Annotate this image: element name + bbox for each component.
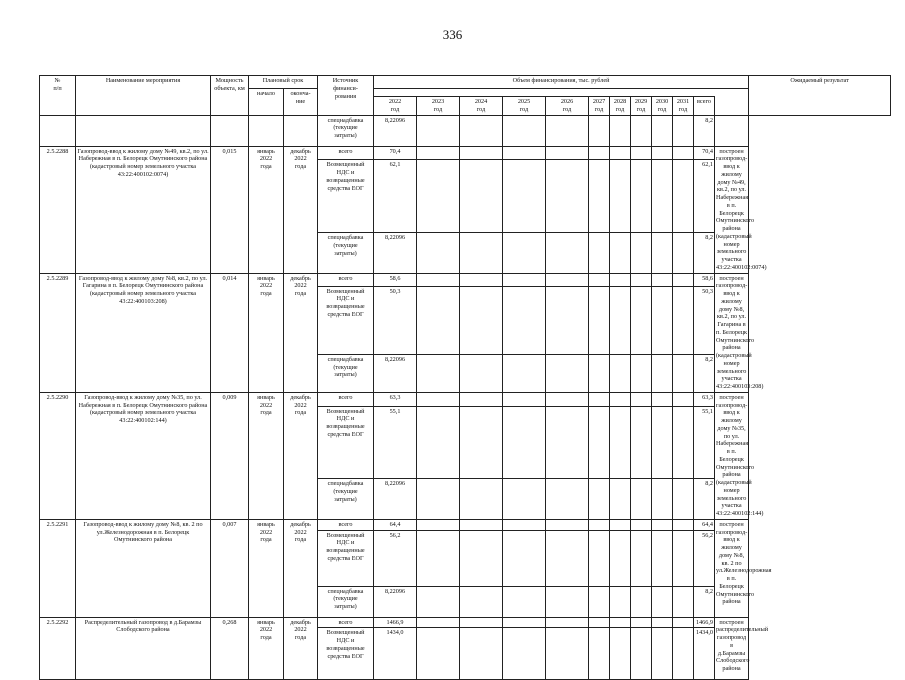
amount-total-cell: 58,6 [694,273,715,286]
amount-year-cell [546,354,589,392]
item-name: Газопровод-ввод к жилому дому №35, по ул. Набережная в п. Белорецк Омутнинского района (кадастровый номер земельного участка 43:22:400102:144) [76,392,211,519]
empty-cell [40,115,76,146]
amount-year-cell [417,586,460,617]
amount-year-cell [589,115,610,146]
header-source: Источник финанси- рования [318,76,374,116]
amount-year-cell [503,519,546,530]
amount-year-cell [417,479,460,519]
expected-result: построен газопровод-ввод к жилому дому №8, кв.2, по ул. Гагарина в п. Белорецк Омутнинского района (кадастровый номер земельного участка 43:22:400103:208) [715,273,749,392]
amount-year-cell [503,354,546,392]
amount-year-cell [460,233,503,273]
source-cell: Возмещенный НДС и возвращенные средства ЕОГ [318,628,374,680]
amount-year-cell [652,617,673,628]
amount-year-cell [652,286,673,354]
amount-year-cell [546,628,589,680]
amount-year-cell [631,519,652,530]
amount-total-cell: 63,3 [694,392,715,406]
amount-year-cell [503,146,546,160]
header-term: Плановый срок [249,76,318,89]
amount-year-cell [546,273,589,286]
header-year: 2027 год [589,97,610,116]
amount-year-cell [673,115,694,146]
amount-total-cell: 64,4 [694,519,715,530]
amount-year-cell [460,160,503,233]
term-end: декабрь 2022 года [284,392,318,519]
amount-year-cell [589,273,610,286]
amount-total-cell: 56,2 [694,530,715,586]
table-header [40,76,891,116]
amount-year-cell [417,115,460,146]
amount-year-cell [417,392,460,406]
header-volume-spacer [374,89,749,97]
table-row [40,617,891,628]
expected-result: построен газопровод-ввод к жилому дому №49, кв.2, по ул. Набережная в п. Белорецк Омутнинского района (кадастровый номер земельного участка 43:22:400102:0074) [715,146,749,273]
amount-year-cell [546,286,589,354]
amount-year-cell [673,628,694,680]
amount-year-cell [460,354,503,392]
amount-year-cell [589,530,610,586]
amount-year-cell [631,479,652,519]
amount-year-cell [589,286,610,354]
source-cell: спецнадбавка (текущие затраты) [318,354,374,392]
amount-year-cell [652,273,673,286]
amount-year-cell [673,286,694,354]
amount-year-cell [673,160,694,233]
amount-total-cell: 70,4 [694,146,715,160]
amount-year-cell [673,479,694,519]
source-cell: Возмещенный НДС и возвращенные средства ЕОГ [318,160,374,233]
amount-year-cell [589,146,610,160]
amount-year-cell [589,617,610,628]
term-start: январь 2022 года [249,519,284,617]
item-capacity: 0,009 [211,392,249,519]
amount-total-cell: 8,2 [694,233,715,273]
item-number: 2.5.2291 [40,519,76,617]
amount-year-cell [610,479,631,519]
term-end: декабрь 2022 года [284,273,318,392]
empty-cell [211,115,249,146]
source-cell: Возмещенный НДС и возвращенные средства ЕОГ [318,286,374,354]
amount-year-cell [546,160,589,233]
amount-year-cell [631,530,652,586]
amount-year-cell [417,286,460,354]
amount-year-cell [673,406,694,479]
amount-year-cell [589,160,610,233]
amount-year-cell [546,406,589,479]
amount-year-cell [503,286,546,354]
amount-year-cell [460,479,503,519]
amount-year-cell [652,479,673,519]
amount-year-cell [546,233,589,273]
amount-year-cell [652,586,673,617]
amount-year-cell [589,233,610,273]
amount-year-cell [503,115,546,146]
amount-year-cell [610,160,631,233]
header-term-end: оконча- ние [284,89,318,116]
term-end: декабрь 2022 года [284,617,318,680]
amount-year-cell [460,586,503,617]
amount-total-cell: 8,2 [694,115,715,146]
amount-year-cell [652,115,673,146]
amount-year-cell [610,354,631,392]
amount-year-cell [417,519,460,530]
source-cell: Возмещенный НДС и возвращенные средства ЕОГ [318,406,374,479]
amount-year-cell [460,273,503,286]
item-number: 2.5.2292 [40,617,76,680]
amount-year-cell [631,406,652,479]
amount-year-cell [610,586,631,617]
amount-2022-cell: 8,22096 [374,115,417,146]
amount-year-cell [610,530,631,586]
item-name: Распределительный газопровод в д.Барамзы Слободского района [76,617,211,680]
amount-year-cell [652,354,673,392]
header-volume: Объем финансирования, тыс. рублей [374,76,749,89]
amount-year-cell [610,392,631,406]
amount-year-cell [589,479,610,519]
header-year: 2031 год [673,97,694,116]
amount-year-cell [589,519,610,530]
amount-2022-cell: 55,1 [374,406,417,479]
amount-2022-cell: 8,22096 [374,479,417,519]
amount-year-cell [503,530,546,586]
empty-cell [249,115,284,146]
empty-cell [76,115,211,146]
amount-year-cell [631,273,652,286]
source-cell: всего [318,617,374,628]
amount-year-cell [417,273,460,286]
amount-year-cell [610,406,631,479]
amount-year-cell [610,519,631,530]
amount-year-cell [631,233,652,273]
header-year: 2030 год [652,97,673,116]
amount-year-cell [417,628,460,680]
amount-year-cell [503,479,546,519]
header-result: Ожидаемый результат [749,76,891,116]
amount-year-cell [652,233,673,273]
item-number: 2.5.2290 [40,392,76,519]
amount-total-cell: 55,1 [694,406,715,479]
amount-year-cell [631,146,652,160]
header-capacity: Мощность объекта, км [211,76,249,116]
amount-year-cell [610,115,631,146]
amount-year-cell [673,233,694,273]
amount-2022-cell: 62,1 [374,160,417,233]
header-year: 2029 год [631,97,652,116]
amount-year-cell [673,354,694,392]
amount-total-cell: 50,3 [694,286,715,354]
amount-year-cell [546,617,589,628]
term-end: декабрь 2022 года [284,519,318,617]
source-cell: всего [318,146,374,160]
expected-result: построен газопровод-ввод к жилому дому №35, по ул. Набережная в п. Белорецк Омутнинского района (кадастровый номер земельного участка 43:22:400102:144) [715,392,749,519]
amount-year-cell [589,392,610,406]
amount-2022-cell: 63,3 [374,392,417,406]
amount-2022-cell: 64,4 [374,519,417,530]
source-cell: всего [318,273,374,286]
amount-year-cell [631,617,652,628]
term-start: январь 2022 года [249,273,284,392]
amount-total-cell: 8,2 [694,479,715,519]
header-year: 2022 год [374,97,417,116]
amount-2022-cell: 50,3 [374,286,417,354]
amount-year-cell [417,354,460,392]
header-year: 2024 год [460,97,503,116]
amount-year-cell [610,146,631,160]
amount-year-cell [417,160,460,233]
header-year: 2028 год [610,97,631,116]
amount-total-cell: 8,2 [694,354,715,392]
source-cell: всего [318,392,374,406]
amount-2022-cell: 8,22096 [374,233,417,273]
amount-year-cell [417,617,460,628]
header-year: 2026 год [546,97,589,116]
amount-year-cell [460,146,503,160]
amount-total-cell: 1466,9 [694,617,715,628]
empty-cell [284,115,318,146]
item-name: Газопровод-ввод к жилому дому №49, кв.2, по ул. Набережная в п. Белорецк Омутнинского района (кадастровый номер земельного участка 43:22:400102:0074) [76,146,211,273]
amount-year-cell [460,286,503,354]
item-number: 2.5.2289 [40,273,76,392]
financing-table [39,75,891,680]
amount-year-cell [673,392,694,406]
amount-year-cell [589,354,610,392]
item-capacity: 0,007 [211,519,249,617]
item-name: Газопровод-ввод к жилому дому №8, кв. 2 по ул.Железнодорожная в п. Белорецк Омутнинского района [76,519,211,617]
item-capacity: 0,015 [211,146,249,273]
amount-year-cell [417,233,460,273]
expected-result: построен газопровод-ввод к жилому дому №8, кв. 2 по ул.Железнодорожная в п. Белорецк Омутнинского района [715,519,749,617]
page-number: 336 [442,27,463,42]
amount-year-cell [673,617,694,628]
source-cell: всего [318,519,374,530]
amount-total-cell: 8,2 [694,586,715,617]
amount-2022-cell: 58,6 [374,273,417,286]
amount-year-cell [503,273,546,286]
amount-total-cell: 1434,0 [694,628,715,680]
amount-2022-cell: 1466,9 [374,617,417,628]
amount-year-cell [673,273,694,286]
source-cell: спецнадбавка (текущие затраты) [318,479,374,519]
amount-year-cell [460,392,503,406]
amount-year-cell [652,530,673,586]
amount-year-cell [503,406,546,479]
amount-year-cell [610,233,631,273]
source-cell: спецнадбавка (текущие затраты) [318,233,374,273]
amount-year-cell [546,530,589,586]
source-cell: спецнадбавка (текущие затраты) [318,115,374,146]
result-cell [715,115,749,146]
table-body [40,115,891,680]
amount-year-cell [546,519,589,530]
amount-year-cell [673,146,694,160]
amount-year-cell [610,628,631,680]
amount-year-cell [503,160,546,233]
amount-year-cell [503,233,546,273]
amount-year-cell [652,160,673,233]
amount-year-cell [652,628,673,680]
source-cell: Возмещенный НДС и возвращенные средства ЕОГ [318,530,374,586]
amount-year-cell [460,115,503,146]
amount-2022-cell: 8,22096 [374,354,417,392]
amount-year-cell [652,146,673,160]
amount-year-cell [673,586,694,617]
header-year: 2025 год [503,97,546,116]
amount-year-cell [631,586,652,617]
amount-2022-cell: 1434,0 [374,628,417,680]
amount-year-cell [673,530,694,586]
amount-total-cell: 62,1 [694,160,715,233]
amount-year-cell [610,617,631,628]
amount-year-cell [652,392,673,406]
amount-2022-cell: 8,22096 [374,586,417,617]
amount-year-cell [460,530,503,586]
amount-year-cell [610,273,631,286]
amount-year-cell [460,617,503,628]
amount-year-cell [546,146,589,160]
amount-year-cell [417,146,460,160]
item-number: 2.5.2288 [40,146,76,273]
item-capacity: 0,014 [211,273,249,392]
amount-year-cell [673,519,694,530]
item-capacity: 0,268 [211,617,249,680]
table-row [40,273,891,286]
amount-year-cell [631,160,652,233]
table-row [40,115,891,146]
amount-year-cell [589,586,610,617]
term-start: январь 2022 года [249,146,284,273]
amount-year-cell [417,530,460,586]
header-term-start: начало [249,89,284,116]
amount-year-cell [546,392,589,406]
amount-year-cell [503,617,546,628]
amount-year-cell [460,519,503,530]
header-year: 2023 год [417,97,460,116]
term-end: декабрь 2022 года [284,146,318,273]
amount-year-cell [610,286,631,354]
amount-year-cell [589,406,610,479]
amount-year-cell [546,479,589,519]
amount-year-cell [652,406,673,479]
amount-year-cell [631,392,652,406]
amount-year-cell [631,115,652,146]
amount-year-cell [631,628,652,680]
table-row [40,519,891,530]
term-start: январь 2022 года [249,392,284,519]
header-num: № п/п [40,76,76,116]
header-name: Наименование мероприятия [76,76,211,116]
amount-2022-cell: 70,4 [374,146,417,160]
amount-year-cell [417,406,460,479]
expected-result: построен распределительный газопровод в д.Барамзы Слободского района [715,617,749,680]
amount-year-cell [503,392,546,406]
amount-year-cell [631,354,652,392]
amount-year-cell [631,286,652,354]
amount-year-cell [503,586,546,617]
amount-year-cell [460,406,503,479]
table-row [40,146,891,160]
amount-2022-cell: 56,2 [374,530,417,586]
amount-year-cell [546,586,589,617]
term-start: январь 2022 года [249,617,284,680]
amount-year-cell [652,519,673,530]
amount-year-cell [546,115,589,146]
amount-year-cell [589,628,610,680]
source-cell: спецнадбавка (текущие затраты) [318,586,374,617]
header-total: всего [694,97,715,116]
table-row [40,392,891,406]
amount-year-cell [460,628,503,680]
amount-year-cell [503,628,546,680]
item-name: Газопровод-ввод к жилому дому №8, кв.2, по ул. Гагарина в п. Белорецк Омутнинского района (кадастровый номер земельного участка 43:22:400103:208) [76,273,211,392]
